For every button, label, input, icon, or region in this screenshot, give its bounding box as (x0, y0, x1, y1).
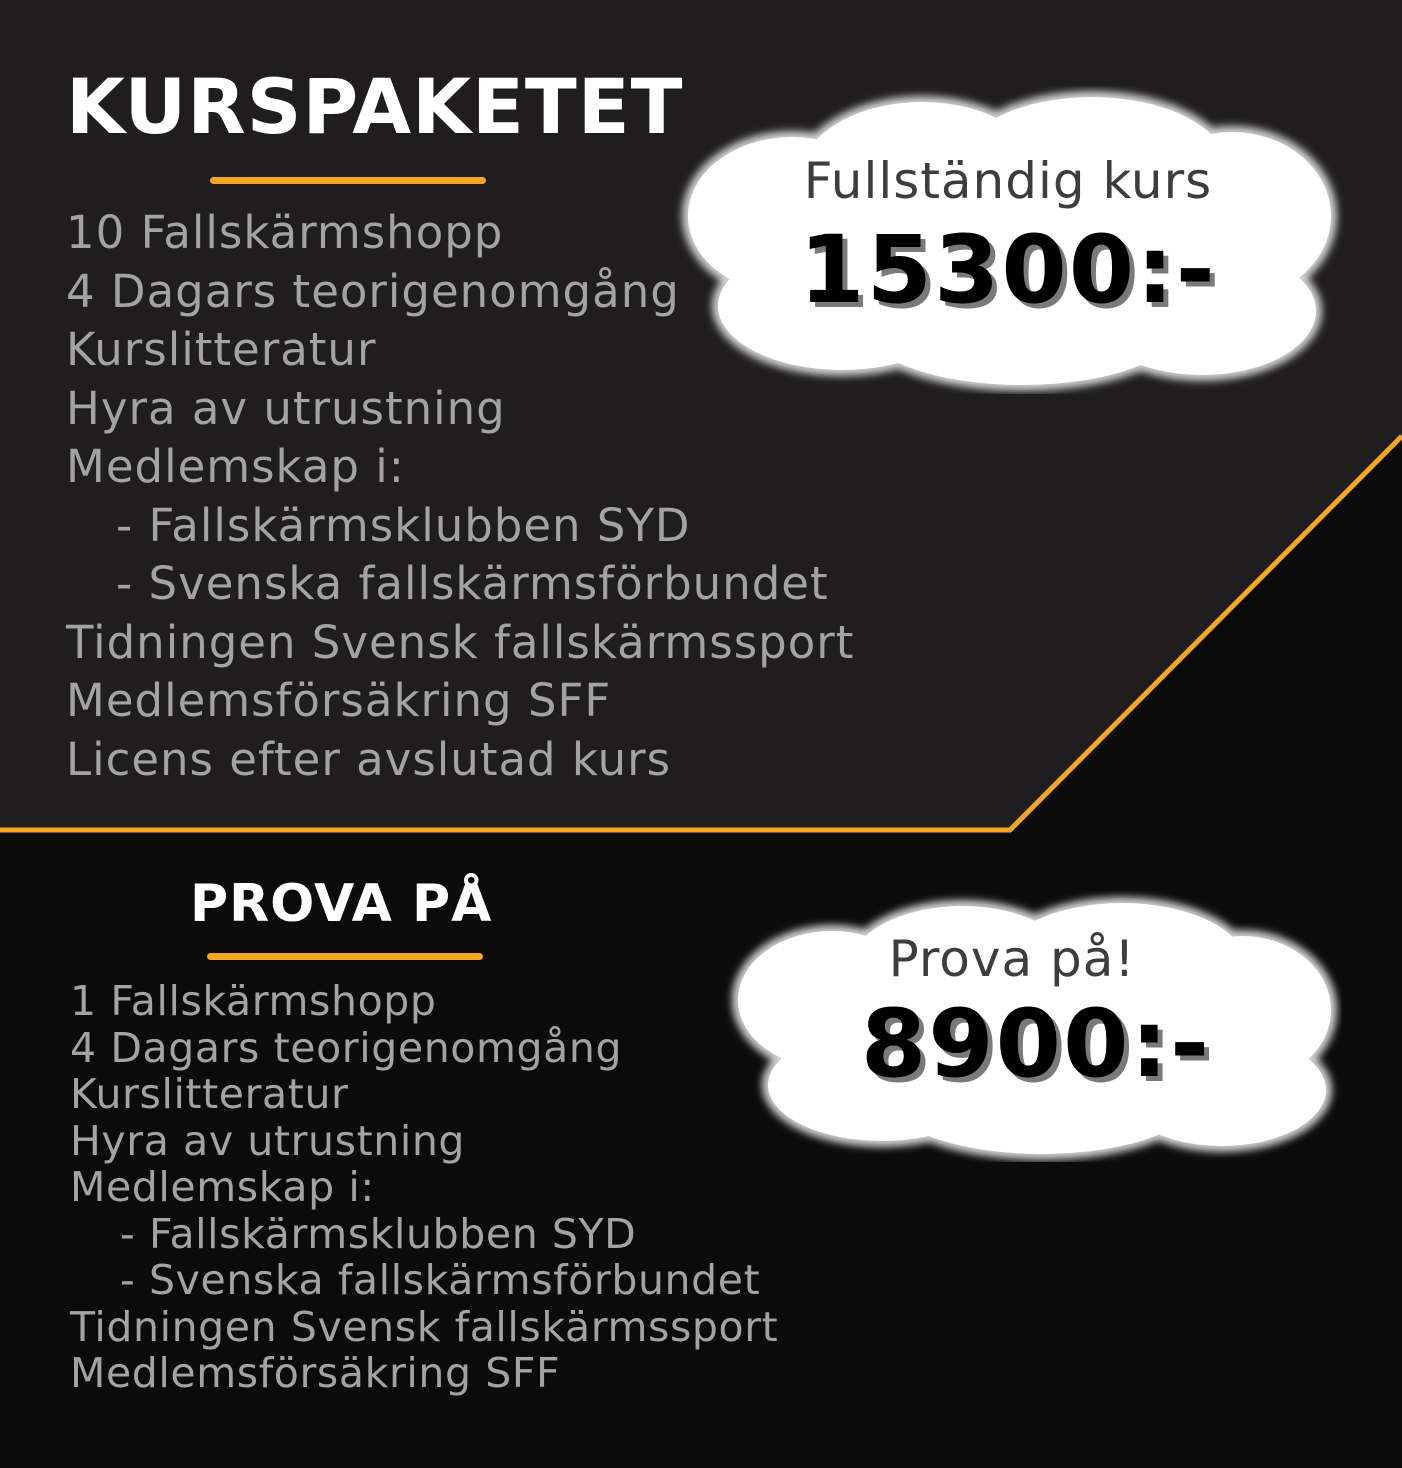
list-item: 1 Fallskärmshopp (70, 977, 437, 1025)
list-item: Medlemskap i: (66, 440, 405, 493)
kurspaketet-title-underline (210, 177, 486, 184)
kurspaketet-title: KURSPAKETET (66, 62, 684, 151)
full-course-price: 15300:- (799, 216, 1217, 325)
prova-pa-title-underline (207, 953, 483, 960)
list-item: Tidningen Svensk fallskärmssport (70, 1302, 779, 1351)
list-sub-item: - Svenska fallskärmsförbundet (116, 557, 829, 610)
list-item: Licens efter avslutad kurs (66, 732, 672, 786)
full-course-price-cloud (672, 86, 1344, 394)
list-item: 4 Dagars teorigenomgång (66, 264, 680, 318)
full-course-label: Fullständig kurs (803, 152, 1213, 210)
list-item: 10 Fallskärmshopp (66, 206, 504, 259)
trial-price: 8900:- (860, 990, 1212, 1099)
list-item: Kurslitteratur (70, 1070, 349, 1118)
list-item: Hyra av utrustning (70, 1116, 466, 1165)
list-item: Hyra av utrustning (66, 381, 506, 435)
trial-label: Prova på! (888, 930, 1136, 988)
list-item: Medlemskap i: (70, 1163, 375, 1211)
list-item: Medlemsförsäkring SFF (70, 1349, 561, 1397)
list-item: Kurslitteratur (66, 323, 377, 376)
list-sub-item: - Fallskärmsklubben SYD (116, 498, 691, 552)
list-sub-item: - Fallskärmsklubben SYD (120, 1209, 637, 1258)
list-item: Tidningen Svensk fallskärmssport (66, 615, 855, 669)
list-item: 4 Dagars teorigenomgång (70, 1023, 623, 1072)
prova-pa-title: PROVA PÅ (190, 874, 493, 934)
list-item: Medlemsförsäkring SFF (66, 674, 612, 727)
prova-pa-items-list (70, 978, 778, 1397)
list-sub-item: - Svenska fallskärmsförbundet (120, 1256, 761, 1304)
trial-price-cloud (722, 890, 1342, 1162)
